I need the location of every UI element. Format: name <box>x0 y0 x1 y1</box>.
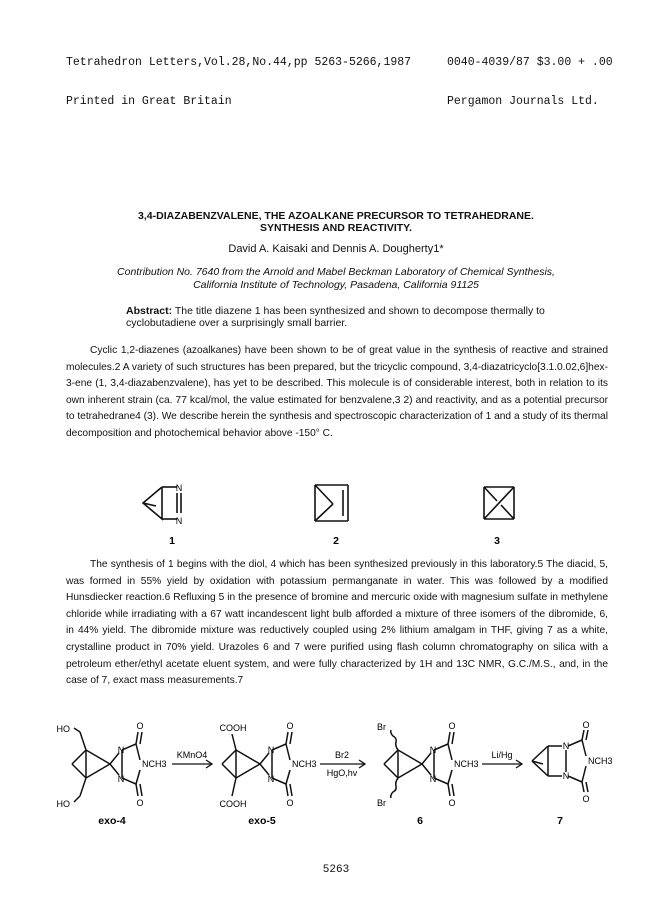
compound-6-n-bottom: N <box>429 774 437 784</box>
paragraph-intro <box>66 343 608 443</box>
exo-5-o-top: O <box>286 721 294 731</box>
compound-6-o-top: O <box>448 721 456 731</box>
exo-4-ho-bottom: HO <box>56 799 70 809</box>
compound-7-o-top: O <box>582 720 590 730</box>
compound-exo-5 <box>222 732 292 796</box>
arrow-1 <box>172 760 212 768</box>
exo-4-label: exo-4 <box>98 815 126 827</box>
exo-5-o-bottom: O <box>286 798 294 808</box>
compound-7-n-top: N <box>562 741 570 751</box>
compound-7-o-bottom: O <box>582 794 590 804</box>
publisher-info <box>447 30 613 121</box>
page-number: 5263 <box>322 864 350 876</box>
structure-1-n-bottom: N <box>175 516 183 526</box>
compound-6-n-top: N <box>429 745 437 755</box>
exo-4-ho-top: HO <box>56 724 70 734</box>
arrow-2 <box>320 760 365 768</box>
exo-5-cooh-bottom: COOH <box>219 799 247 809</box>
reaction-scheme <box>0 720 672 830</box>
structure-1-label: 1 <box>169 535 175 547</box>
exo-4-nch3: NCH3 <box>142 759 167 769</box>
reagent-br2: Br2 <box>334 750 350 760</box>
printed-in-line: Printed in Great Britain <box>66 95 232 108</box>
affiliation-line2: California Institute of Technology, Pasadena, California 91125 <box>193 279 479 291</box>
structure-3-label: 3 <box>494 535 500 547</box>
structure-2 <box>315 485 348 521</box>
compound-6 <box>384 730 454 798</box>
structure-2-label: 2 <box>333 535 339 547</box>
exo-5-n-bottom: N <box>267 774 275 784</box>
issn-price-line: 0040-4039/87 $3.00 + .00 <box>447 56 613 69</box>
compound-6-br-top: Br <box>377 722 386 732</box>
compound-6-br-bottom: Br <box>377 798 386 808</box>
compound-exo-4 <box>72 728 142 802</box>
exo-5-nch3: NCH3 <box>292 759 317 769</box>
exo-5-cooh-top: COOH <box>219 723 247 733</box>
abstract-label: Abstract: <box>126 305 173 317</box>
exo-4-n-bottom: N <box>117 774 125 784</box>
exo-4-n-top: N <box>117 745 125 755</box>
arrow-3 <box>482 760 522 768</box>
paragraph-1-text: Cyclic 1,2-diazenes (azoalkanes) have been shown to be of great value in the synthesis of reactive and strained molecules.2 A variety of such structures has been prepared, but the tricyclic compound, 3,4-diazatricyclo[3.1.0.02,6]hex-3-ene (1, 3,4-diazabenzvalene), has yet to be described. This molecule is of considerable interest, both in relation to its own inherent strain (ca. 77 kcal/mol, the value estimated for benzvalene,3 2) and reactivity, and as a potential precursor to tetrahedrane4 (3). We describe herein the synthesis and spectroscopic characterization of 1 and a study of its thermal decomposition and photochemical behavior above -150° C. <box>66 345 608 439</box>
compound-7-n-bottom: N <box>562 771 570 781</box>
exo-5-label: exo-5 <box>248 815 276 827</box>
compound-7 <box>532 730 588 792</box>
affiliation-line1: Contribution No. 7640 from the Arnold and Mabel Beckman Laboratory of Chemical Synthesis, <box>117 266 555 278</box>
exo-4-o-top: O <box>136 721 144 731</box>
compound-7-label: 7 <box>557 815 563 827</box>
journal-citation <box>66 30 411 121</box>
citation-line: Tetrahedron Letters,Vol.28,No.44,pp 5263-5266,1987 <box>66 56 412 69</box>
paragraph-synthesis <box>66 557 608 690</box>
reagent-li-hg: Li/Hg <box>491 750 513 760</box>
authors: David A. Kaisaki and Dennis A. Dougherty1* <box>228 243 444 255</box>
compound-6-label: 6 <box>417 815 423 827</box>
paragraph-2-text: The synthesis of 1 begins with the diol, 4 which has been synthesized previously in this laboratory.5 The diacid, 5, was formed in 55% yield by oxidation with potassium permanganate in water. This was followed by a modified Hunsdiecker reaction.6 Refluxing 5 in the presence of bromine and mercuric oxide with magnesium sulfate in methylene chloride while irradiating with a 67 watt incandescent light bulb afforded a mixture of three isomers of the dibromide, 6, in 44% yield. The dibromide mixture was reductively coupled using 2% lithium amalgam in THF, giving 7 as a white, crystalline product in 70% yield. Urazoles 6 and 7 were purified using flash column chromatography on silica with a petroleum ether/ethyl acetate eluent system, and were fully characterized by 1H and 13C NMR, G.C./M.S., and, in the case of 7, exact mass measurements.7 <box>66 559 608 687</box>
reagent-kmno4: KMnO4 <box>176 750 208 760</box>
affiliation <box>60 266 612 292</box>
paper-title-line1: 3,4-DIAZABENZVALENE, THE AZOALKANE PRECURSOR TO TETRAHEDRANE. <box>138 210 534 222</box>
compound-6-o-bottom: O <box>448 798 456 808</box>
compound-7-nch3: NCH3 <box>588 756 613 766</box>
exo-5-n-top: N <box>267 745 275 755</box>
paper-title-line2: SYNTHESIS AND REACTIVITY. <box>260 222 412 234</box>
reagent-hgo-hv: HgO,hv <box>326 768 358 778</box>
exo-4-o-bottom: O <box>136 798 144 808</box>
abstract <box>126 305 546 329</box>
structure-1-n-top: N <box>175 483 183 493</box>
publisher-line: Pergamon Journals Ltd. <box>447 95 599 108</box>
abstract-text: The title diazene 1 has been synthesized and shown to decompose thermally to cyclobutadiene over a surprisingly small barrier. <box>126 305 545 329</box>
compound-6-nch3: NCH3 <box>454 759 479 769</box>
structures-figure <box>0 475 672 545</box>
structure-3 <box>484 487 514 519</box>
